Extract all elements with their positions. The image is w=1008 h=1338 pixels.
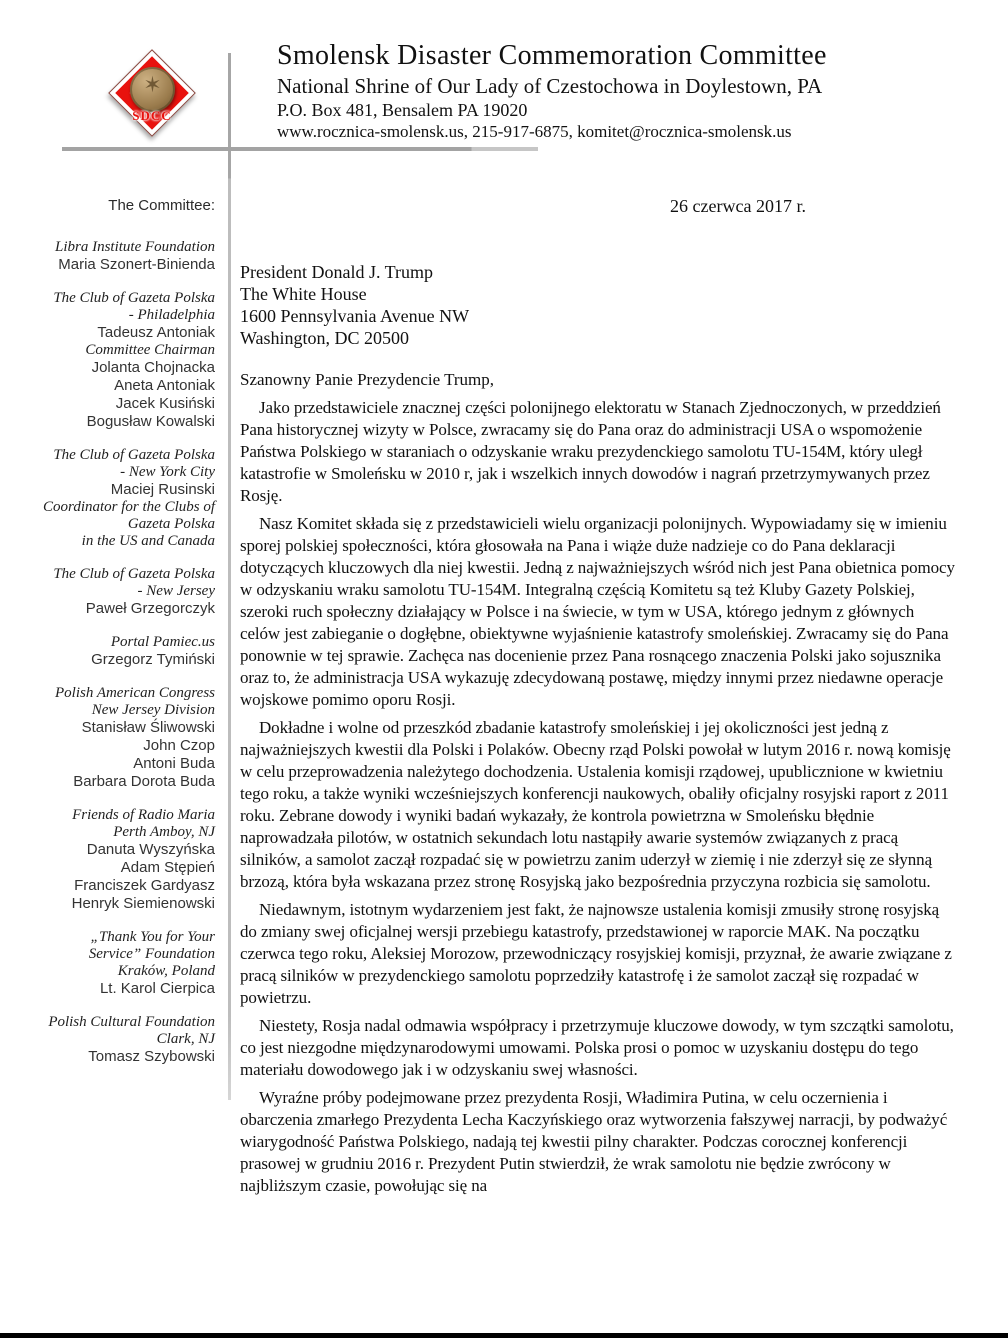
organization-name-line: Service” Foundation <box>88 946 215 962</box>
committee-group <box>0 929 215 998</box>
organization-name-line: Kraków, Poland <box>117 963 215 979</box>
member-name: Jacek Kusiński <box>115 395 215 412</box>
letterhead <box>277 40 977 142</box>
committee-group <box>0 807 215 913</box>
organization-name-line: Polish Cultural Foundation <box>48 1014 215 1030</box>
member-role-line: Committee Chairman <box>85 342 215 358</box>
organization-name-line: - Philadelphia <box>128 307 215 323</box>
committee-group <box>0 1014 215 1066</box>
recipient-line: The White House <box>240 284 367 304</box>
committee-groups <box>0 239 215 1066</box>
committee-group <box>0 634 215 669</box>
letter-body <box>240 195 958 1197</box>
letter-paragraph: Wyraźne próby podejmowane przez prezydenta Rosji, Władimira Putina, w celu oczernienia i obarczenia zmarłego Prezydenta Lecha Kaczyńskiego oraz wytworzenia fałszywej narracji, by podważyć wiarygodność Państwa Polskiego, nadają tej kwestii pilny charakter. Podczas corocznej konferencji prasowej w grudniu 2016 r. Prezydent Putin stwierdził, że wrak samolotu nie będzie zwrócony w najbliższym czasie, powołując się na <box>240 1088 948 1195</box>
organization-name-line: - New York City <box>120 464 215 480</box>
recipient-line: President Donald J. Trump <box>240 262 434 282</box>
committee-sidebar <box>0 196 215 1082</box>
horizontal-divider-line <box>62 147 538 151</box>
member-name: Bogusław Kowalski <box>86 413 215 430</box>
member-name: Tomasz Szybowski <box>88 1048 215 1065</box>
member-name: Maciej Rusinski <box>110 481 215 498</box>
organization-name-line: Perth Amboy, NJ <box>113 824 215 840</box>
vertical-divider-line <box>228 53 231 1100</box>
member-name: Aneta Antoniak <box>114 377 215 394</box>
member-name: Adam Stępień <box>120 859 215 876</box>
organization-name-line: Friends of Radio Maria <box>72 807 215 823</box>
committee-group <box>0 566 215 618</box>
member-name: Jolanta Chojnacka <box>91 359 215 376</box>
letter-paragraph: Jako przedstawiciele znacznej części polonijnego elektoratu w Stanach Zjednoczonych, w przeddzień Pana historycznej wizyty w Polsce, zwracamy się do Pana oraz do administracji USA o wspomożenie Państwa Polskiego w staraniach o odzyskanie wraku prezydenckiego samolotu TU-154M, który uległ katastrofie w Smoleńsku w 2010 r, jak i wszelkich innych dowodów i nagrań przetrzymywanych przez Rosję. <box>240 398 941 505</box>
organization-name-line: New Jersey Division <box>91 702 215 718</box>
logo-acronym: SDCC <box>132 108 172 123</box>
member-role-line: Gazeta Polska <box>127 516 215 532</box>
letter-date: 26 czerwca 2017 r. <box>670 196 806 216</box>
recipient-line: Washington, DC 20500 <box>240 328 410 348</box>
org-name: Smolensk Disaster Commemoration Committee <box>277 40 827 71</box>
org-subtitle: National Shrine of Our Lady of Czestochowa in Doylestown, PA <box>277 74 823 98</box>
organization-name-line: Libra Institute Foundation <box>54 239 215 255</box>
org-contact: www.rocznica-smolensk.us, 215-917-6875, komitet@rocznica-smolensk.us <box>277 122 792 141</box>
polish-eagle-coin <box>130 67 175 112</box>
member-role-line: Coordinator for the Clubs of <box>43 499 215 515</box>
sdcc-logo <box>107 50 197 142</box>
recipient-line: 1600 Pennsylvania Avenue NW <box>240 306 470 326</box>
member-name: Grzegorz Tymiński <box>91 651 215 668</box>
organization-name-line: „Thank You for Your <box>90 929 215 945</box>
organization-name-line: The Club of Gazeta Polska <box>53 290 215 306</box>
member-name: Tadeusz Antoniak <box>97 324 215 341</box>
letter-paragraph: Niedawnym, istotnym wydarzeniem jest fakt, że najnowsze ustalenia komisji zmusiły stronę rosyjską do zmiany swej oficjalnej wersji przebiegu katastrofy, przedstawionej w raporcie MAK. Na początku czerwca tego roku, Aleksiej Morozow, przewodniczący rosyjskiej komisji, przyznał, że awarie związane z pracą silników w prezydenckiego samolotu poprzedziły katastrofę i że samolot zaczął się rozpadać w powietrzu. <box>240 900 952 1007</box>
letter-paragraph: Niestety, Rosja nadal odmawia współpracy i przetrzymuje kluczowe dowody, w tym szczątki samolotu, co jest niezgodne międzynarodowymi umowami. Polska prosi o pomoc w uzyskaniu dostępu do tego materiału dowodowego jak i w odzyskaniu swej własności. <box>240 1016 954 1079</box>
org-address: P.O. Box 481, Bensalem PA 19020 <box>277 100 528 120</box>
letter-paragraph: Nasz Komitet składa się z przedstawicieli wielu organizacji polonijnych. Wypowiadamy się w imieniu sporej polskiej społeczności, która głosowała na Pana i wiąże duże nadzieje co do Pana deklaracji dotyczących kluczowych dla niej kwestii. Jedną z najważniejszych wśród nich jest Pana obietnica pomocy w odzyskaniu wraku samolotu TU-154M. Integralną częścią Komitetu są też Kluby Gazety Polskiej, szeroki ruch społeczny działający w Polsce i na świecie, w tym w USA, którego jednym z głównych celów jest zabieganie o dogłębne, obiektywne wyjaśnienie katastrofy smoleńskiej. Zwracamy się do Pana ponownie w tej sprawie. Zachęca nas docenienie przez Pana rosnącego znaczenia Polski jako sojusznika oraz to, że administracja USA wykazuję zdecydowaną postawę, między innymi przez niedawne operacje wojskowe pomimo oporu Rosji. <box>240 514 955 709</box>
organization-name-line: - New Jersey <box>137 583 215 599</box>
recipient-block <box>240 261 958 349</box>
committee-group <box>0 239 215 274</box>
member-name: Antoni Buda <box>133 755 215 772</box>
organization-name-line: The Club of Gazeta Polska <box>53 447 215 463</box>
organization-name-line: The Club of Gazeta Polska <box>53 566 215 582</box>
member-name: Danuta Wyszyńska <box>86 841 215 858</box>
organization-name-line: Clark, NJ <box>156 1031 215 1047</box>
letter-paragraph: Dokładne i wolne od przeszkód zbadanie katastrofy smoleńskiej i jej okoliczności jest jedną z najważniejszych kwestii dla Polski i Polaków. Obecny rząd Polski powołał w lutym 2016 r. nową komisję w celu przeprowadzenia należytego dochodzenia. Ustalenia komisji rządowej, upublicznione w kwietniu tego roku, a także wyniki wcześniejszych konferencji naukowych, obaliły oficjalny rosyjski raport z 2011 roku. Zebrane dowody i wyniki badań wykazały, że kontrola powietrzna w Smoleńsku błędnie naprowadzała pilotów, w ostatnich sekundach lotu nastąpiły awarie systemów związanych z pracą silników, a samolot zaczął rozpadać się w powietrzu zanim uderzył w ziemię i nie zderzył się ze słynną brzozą, która była wskazana przez stronę Rosyjską jako bezpośrednia przyczyna rozbicia się samolotu. <box>240 718 951 891</box>
letter-paragraphs <box>240 397 958 1197</box>
member-name: John Czop <box>143 737 215 754</box>
member-name: Maria Szonert-Binienda <box>58 256 215 273</box>
committee-heading: The Committee: <box>108 197 215 214</box>
member-name: Lt. Karol Cierpica <box>99 980 215 997</box>
organization-name-line: Polish American Congress <box>55 685 215 701</box>
organization-name-line: Portal Pamiec.us <box>110 634 215 650</box>
eagle-emblem-icon: ✶ <box>143 72 162 97</box>
bottom-scan-bar <box>0 1333 1008 1338</box>
committee-group <box>0 290 215 431</box>
member-role-line: in the US and Canada <box>81 533 215 549</box>
member-name: Henryk Siemienowski <box>71 895 215 912</box>
member-name: Paweł Grzegorczyk <box>85 600 215 617</box>
salutation: Szanowny Panie Prezydencie Trump, <box>240 370 495 389</box>
member-name: Barbara Dorota Buda <box>73 773 215 790</box>
member-name: Stanisław Śliwowski <box>81 719 215 736</box>
member-name: Franciszek Gardyasz <box>74 877 215 894</box>
committee-group <box>0 685 215 791</box>
committee-group <box>0 447 215 550</box>
